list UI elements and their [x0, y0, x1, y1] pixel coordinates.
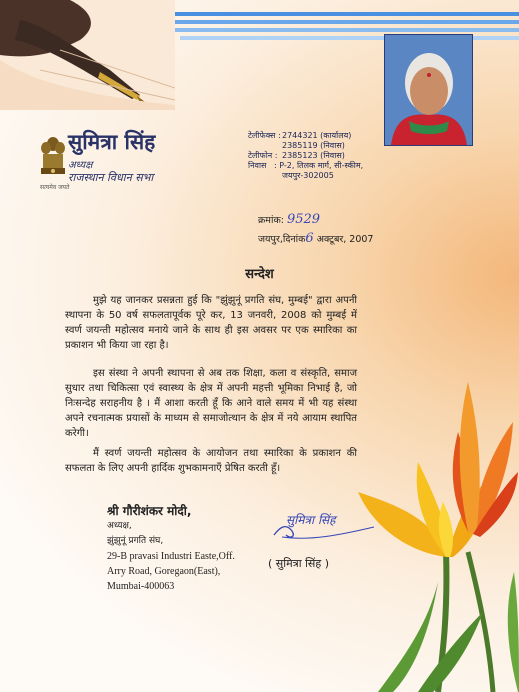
letterhead-title: अध्यक्ष: [68, 160, 93, 171]
contact-label: [248, 171, 282, 181]
contact-label: निवास: [248, 161, 267, 170]
recipient-designation: अध्यक्ष,: [107, 521, 132, 531]
contact-label: टेलीफोन :: [248, 151, 278, 160]
letter-heading: सन्देश: [245, 267, 274, 282]
contact-value: : P-2, तिलक मार्ग, सी-स्कीम,: [274, 161, 364, 170]
letterhead-name: सुमित्रा सिंह: [68, 129, 156, 154]
letter-paragraph-2: इस संस्था ने अपनी स्थापना से अब तक शिक्षा, कला व संस्कृति, समाज सुधार तथा चिकित्सा एवं स्वास्थ्य के क्षेत्र में अपनी महत्ती भूमिका निभाई है, जो निःसन्देह सराहनीय है । मैं आशा करती हूँ कि आने वाले समय में भी यह संस्था अपने रचनात्मक प्रयासों के माध्यम से समाजोत्थान के क्षेत्र में नये आयाम स्थापित करेगी।: [65, 368, 357, 439]
letterhead-organization: राजस्थान विधान सभा: [68, 171, 154, 184]
recipient-address-line: Arry Road, Goregaon(East),: [107, 566, 221, 577]
pen-hand-illustration: [0, 0, 175, 110]
recipient-address-line: 29-B pravasi Industri Easte,Off.: [107, 551, 235, 562]
contact-value: जयपुर-302005: [282, 171, 334, 180]
contact-value: 2385123 (निवास): [282, 151, 345, 160]
portrait-photo: [384, 34, 473, 146]
tulip-flowers-illustration: [318, 352, 519, 692]
contact-value: 2744321 (कार्यालय): [282, 131, 352, 140]
letter-paragraph-3: मैं स्वर्ण जयन्ती महोत्सव के आयोजन तथा स्मारिका के प्रकाशन की सफलता के लिए अपनी हार्दिक शुभकामनाएँ प्रेषित करती हूँ।: [65, 448, 357, 474]
recipient-name: श्री गौरीशंकर मोदी,: [107, 504, 192, 518]
letter-paragraph-1: मुझे यह जानकर प्रसन्नता हुई कि "झुंझुनूं प्रगति संघ, मुम्बई" द्वारा अपनी स्थापना के 50 वर्ष सफलतापूर्वक पूरे कर, 13 जनवरी, 2008 को मुम्बई में स्वर्ण जयन्ती महोत्सव मनाये जाने के साथ ही इस अवसर पर एक स्मारिका का प्रकाशन भी किया जा रहा है।: [65, 295, 357, 351]
emblem-motto: सत्यमेव जयते: [40, 184, 70, 191]
contact-label: [248, 141, 282, 151]
letter-date: [258, 231, 373, 246]
date-prefix: जयपुर,दिनांक: [258, 234, 306, 245]
reference-number: [258, 212, 320, 227]
recipient-organization: झुंझुनूं प्रगति संघ,: [107, 536, 164, 546]
recipient-address-line: Mumbai-400063: [107, 581, 175, 592]
signature-caption: ( सुमित्रा सिंह ): [268, 557, 329, 570]
contact-block: [248, 131, 363, 181]
reference-number-label: क्रमांक:: [258, 215, 284, 226]
reference-number-value: 9529: [286, 212, 321, 227]
signature-text: सुमित्रा सिंह: [286, 513, 336, 527]
contact-value: 2385119 (निवास): [282, 141, 345, 150]
date-day: 6: [305, 231, 314, 246]
contact-label: टेलीफेक्स :: [248, 131, 281, 140]
date-rest: अक्टूबर, 2007: [316, 234, 374, 245]
